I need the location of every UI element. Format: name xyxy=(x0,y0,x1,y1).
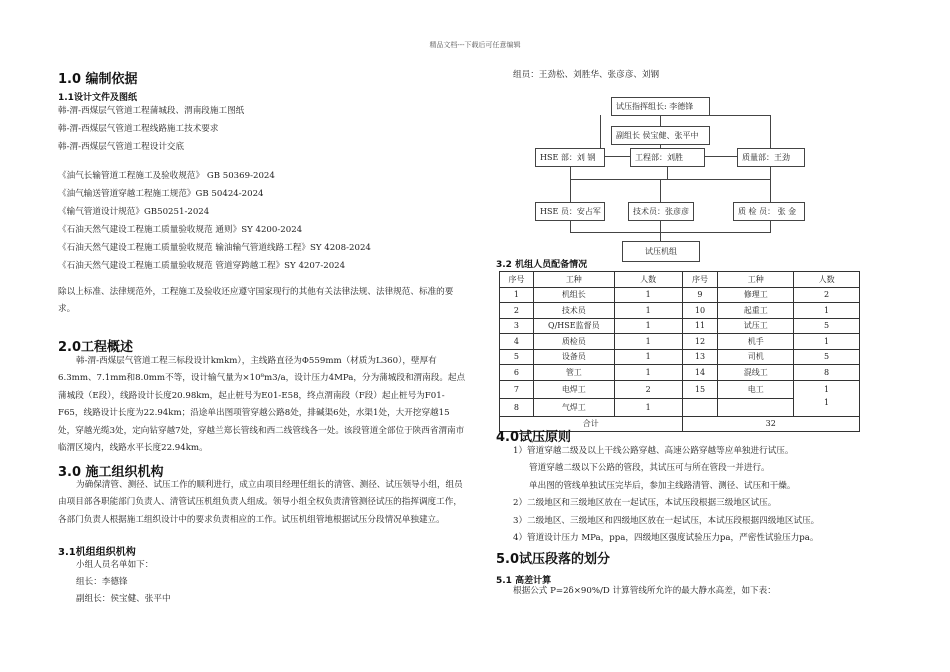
org-member-list xyxy=(76,557,171,608)
table-header-cell: 序号 xyxy=(500,272,534,288)
org-connector xyxy=(770,167,771,179)
table-row xyxy=(500,365,860,381)
table-cell: 1 xyxy=(614,398,682,416)
section-5-1-title: 5.1 高差计算 xyxy=(496,576,552,586)
vice-group-leader: 副组长：侯宝健、张平中 xyxy=(76,594,171,604)
org-side-connector xyxy=(710,115,770,116)
principle-item: 1）管道穿越二级及以上干线公路穿越、高速公路穿越等应单独进行试压。 xyxy=(513,446,794,456)
table-cell-value: 1 xyxy=(824,384,830,394)
section-2-title: 2.0工程概述 xyxy=(58,340,134,355)
table-cell: 11 xyxy=(682,318,718,334)
principle-item: 2）二级地区和三级地区放在一起试压，本试压段根据三级地区试压。 xyxy=(513,498,777,509)
table-cell: 技术员 xyxy=(533,303,614,319)
org-connector xyxy=(660,232,661,241)
table-cell: 管工 xyxy=(533,365,614,381)
table-cell: 4 xyxy=(500,334,534,350)
org-side-connector xyxy=(600,115,601,151)
table-cell: 6 xyxy=(500,365,534,381)
table-cell: 1 xyxy=(614,303,682,319)
table-row xyxy=(500,380,860,398)
section-2-body: 韩-渭-西煤层气管道工程三标段设计kmkm），主线路直径为Φ559mm（材质为L360），壁厚有6.3mm、7.1mm和8.0mm不等，设计输气量为×10⁸m3/a，设计压力4MPa，分为蒲城段和渭南段。起点蒲城段（E段），线路设计长度20.98km，起止桩号为E01-E58，终点渭南段（F段）起止桩号为F01-F65，线路设计长度为22.94km；沿途单出图项管穿越公路8处，排碱渠6处，水渠1处，大开挖穿越15处，穿越光缆3处，定向钻穿越7处，穿越兰郑长管线和西二线管线各一处。该段管道全部位于陕西省渭南市临渭区境内，线路水平长度22.94km。 xyxy=(58,356,466,454)
table-cell: 2 xyxy=(500,303,534,319)
page-header-note: 精品文档---下载后可任意编辑 xyxy=(429,41,521,49)
group-members: 组员：王劲松、刘胜华、张彦彦、刘钢 xyxy=(513,70,660,80)
group-leader: 组长：李德锋 xyxy=(76,577,128,587)
staff-table-header xyxy=(500,272,860,288)
table-row xyxy=(500,318,860,334)
table-cell: 9 xyxy=(682,287,718,303)
org-box-qc-officer: 质 检 员： 张 金 xyxy=(733,202,805,221)
org-connector xyxy=(660,116,661,126)
section-5-title: 5.0试压段落的划分 xyxy=(496,552,611,567)
table-cell: 试压工 xyxy=(718,318,794,334)
table-header-cell: 序号 xyxy=(682,272,718,288)
org-connector xyxy=(570,179,771,180)
org-box-vice-leader: 副组长 侯宝健、张平中 xyxy=(611,126,710,145)
table-cell: 起重工 xyxy=(718,303,794,319)
standard-item: 《输气管道设计规范》GB50251-2024 xyxy=(58,207,210,217)
table-cell: 12 xyxy=(682,334,718,350)
table-cell: 1 xyxy=(614,365,682,381)
standard-item: 《油气输送管道穿越工程施工规范》GB 50424-2024 xyxy=(58,189,264,199)
table-row xyxy=(500,349,860,365)
org-box-tech-officer: 技术员：张彦彦 xyxy=(628,202,694,221)
table-cell: 1 xyxy=(614,318,682,334)
table-header-cell: 人数 xyxy=(794,272,860,288)
table-cell: 2 xyxy=(794,287,860,303)
section-3-body: 为确保清管、测径、试压工作的顺利进行，成立由项目经理任组长的清管、测径、试压领导小组，组员由项目部各职能部门负责人、清管试压机组负责人组成。领导小组全权负责清管测径试压的指挥调度工作，各部门负责人根据施工组织设计中的要求负责相应的工作。试压机组管地根据试压分段情况单独建立。 xyxy=(58,480,463,525)
section-1-1-title: 1.1设计文件及图纸 xyxy=(58,93,137,103)
table-header-cell: 工种 xyxy=(718,272,794,288)
table-cell: 电工 xyxy=(718,380,794,398)
table-cell: 1 xyxy=(500,287,534,303)
design-doc-item: 韩-渭-西煤层气管道工程线路施工技术要求 xyxy=(58,124,219,134)
members-intro: 小组人员名单如下： xyxy=(76,560,154,570)
table-row xyxy=(500,287,860,303)
table-header-cell: 人数 xyxy=(614,272,682,288)
table-cell-multi xyxy=(794,380,860,416)
table-row xyxy=(500,303,860,319)
table-cell: 1 xyxy=(794,303,860,319)
table-cell: 气焊工 xyxy=(533,398,614,416)
section-3-1-title: 3.1机组组织机构 xyxy=(58,547,136,558)
standard-item: 《石油天然气建设工程施工质量验收规范 输油输气管道线路工程》SY 4208-2024 xyxy=(58,243,371,253)
org-connector xyxy=(667,167,668,179)
table-cell: 1 xyxy=(794,334,860,350)
table-total-value: 32 xyxy=(682,416,860,432)
org-connector xyxy=(605,156,630,157)
org-connector xyxy=(660,179,661,202)
table-cell: 1 xyxy=(614,334,682,350)
table-cell-extra-value: 1 xyxy=(824,397,830,407)
standards-list xyxy=(58,167,371,275)
standard-item: 《石油天然气建设工程施工质量验收规范 管道穿跨越工程》SY 4207-2024 xyxy=(58,261,346,271)
section-1-title: 1.0 编制依据 xyxy=(58,72,138,87)
standard-item: 《油气长输管道工程施工及验收规范》 GB 50369-2024 xyxy=(58,171,275,181)
section-3-2-title: 3.2 机组人员配备情况 xyxy=(496,260,588,270)
principle-item: 单出图的管线单独试压完毕后，参加主线路清管、测径、试压和干燥。 xyxy=(529,480,796,491)
standard-item: 《石油天然气建设工程施工质量验收规范 通则》SY 4200-2024 xyxy=(58,225,303,235)
section-3-title: 3.0 施工组织机构 xyxy=(58,465,164,480)
table-cell: 修理工 xyxy=(718,287,794,303)
table-cell xyxy=(682,398,718,416)
org-box-test-crew: 试压机组 xyxy=(622,241,700,262)
table-cell: 8 xyxy=(500,398,534,416)
table-cell xyxy=(718,398,794,416)
principle-item: 3）二级地区、三级地区和四级地区放在一起试压，本试压段根据四级地区试压。 xyxy=(513,515,820,526)
table-cell: 1 xyxy=(614,349,682,365)
org-box-hse-dept: HSE 部：刘 钢 xyxy=(535,148,605,167)
org-box-engineering-dept: 工程部：刘胜 xyxy=(630,148,705,167)
org-connector xyxy=(705,156,737,157)
principle-item: 管道穿越二级以下公路的管段，其试压可与所在管段一并进行。 xyxy=(529,463,770,474)
org-side-connector xyxy=(770,115,771,151)
org-connector xyxy=(570,167,571,179)
table-cell: 5 xyxy=(794,349,860,365)
table-cell: 14 xyxy=(682,365,718,381)
table-cell: 3 xyxy=(500,318,534,334)
table-cell: 2 xyxy=(614,380,682,398)
table-cell: 7 xyxy=(500,380,534,398)
table-cell: 5 xyxy=(794,318,860,334)
staff-table xyxy=(499,271,860,432)
principle-item: 4）管道设计压力 MPa，ppa，四级地区强度试验压力pa，严密性试验压力pa。 xyxy=(513,533,819,544)
table-header-cell: 工种 xyxy=(533,272,614,288)
table-cell: 13 xyxy=(682,349,718,365)
table-cell: 1 xyxy=(614,287,682,303)
table-cell: 设备员 xyxy=(533,349,614,365)
table-cell: 8 xyxy=(794,365,860,381)
table-cell: 5 xyxy=(500,349,534,365)
section-4-title: 4.0试压原则 xyxy=(496,430,572,445)
table-cell: 混线工 xyxy=(718,365,794,381)
table-cell: 机组长 xyxy=(533,287,614,303)
table-cell: 机手 xyxy=(718,334,794,350)
design-doc-item: 韩-渭-西煤层气管道工程设计交底 xyxy=(58,142,185,152)
org-box-hse-officer: HSE 员：安占军 xyxy=(535,202,605,221)
table-cell: 10 xyxy=(682,303,718,319)
design-doc-item: 韩-渭-西煤层气管道工程蒲城段、渭南段施工图纸 xyxy=(58,106,245,116)
section-1-closing: 除以上标准、法律规范外，工程施工及验收还应遵守国家现行的其他有关法律法规、法律规范、标准的要求。 xyxy=(58,287,454,315)
section-4-items xyxy=(513,443,819,547)
table-cell: 质检员 xyxy=(533,334,614,350)
table-row xyxy=(500,334,860,350)
table-cell: 电焊工 xyxy=(533,380,614,398)
org-box-commander: 试压指挥组长: 李德锋 xyxy=(611,97,710,116)
table-cell: Q/HSE监督员 xyxy=(533,318,614,334)
org-connector xyxy=(570,179,571,202)
table-cell: 15 xyxy=(682,380,718,398)
table-cell: 司机 xyxy=(718,349,794,365)
org-box-quality-dept: 质量部：王劲 xyxy=(737,148,805,167)
table-total-label: 合计 xyxy=(500,416,683,432)
org-connector xyxy=(770,179,771,202)
design-docs-list xyxy=(58,102,244,156)
section-5-1-body: 根据公式 P=2δ×90%/D 计算管线所允许的最大静水高差，如下表： xyxy=(513,586,776,596)
org-connector xyxy=(570,232,771,233)
